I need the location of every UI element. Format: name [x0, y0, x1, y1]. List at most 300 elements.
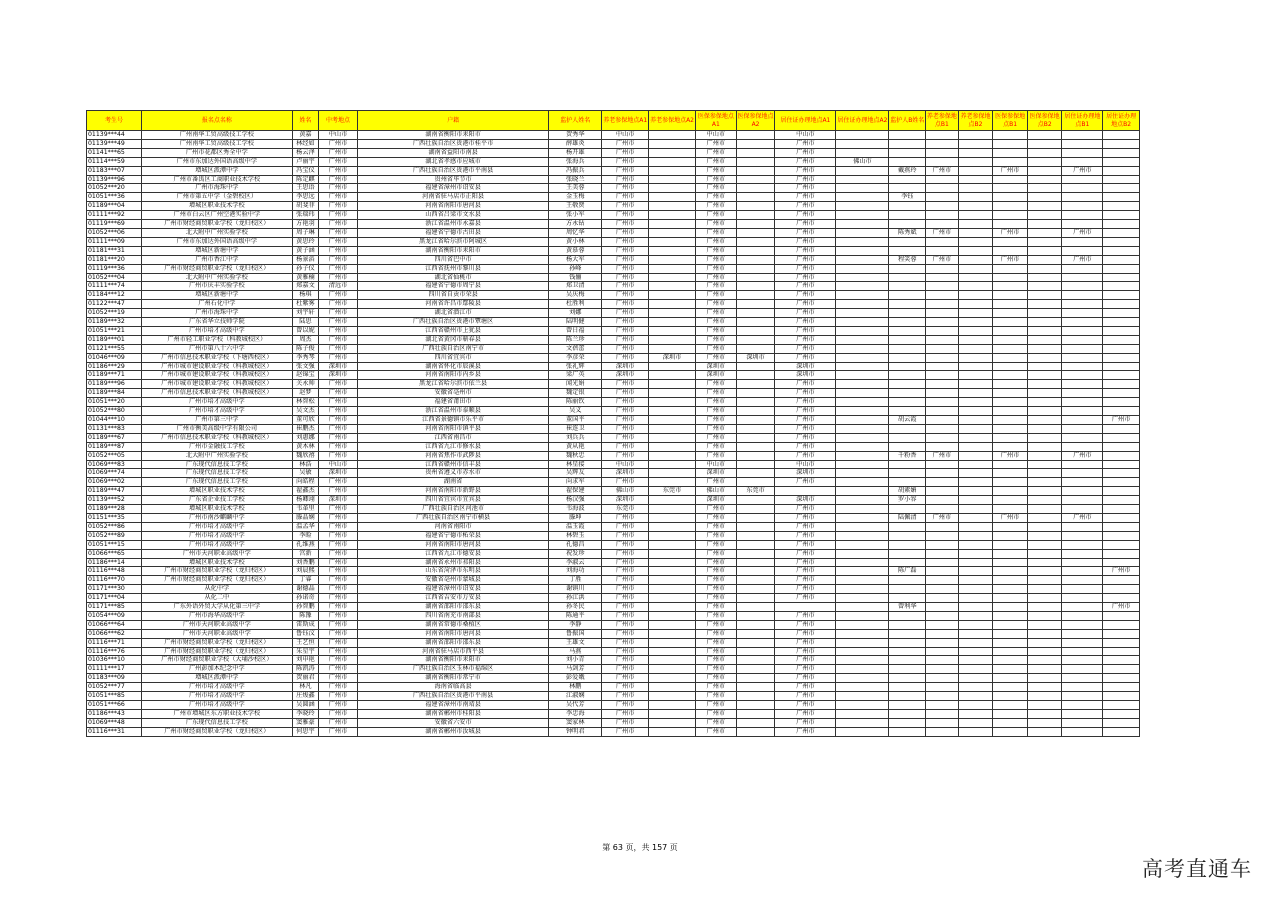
table-row [87, 709, 1140, 718]
table-cell: 东莞市 [602, 505, 649, 514]
table-cell [958, 665, 993, 674]
table-cell: 雷斯成 [292, 620, 318, 629]
table-cell: 广州市 [319, 611, 358, 620]
table-cell: 广州市 [695, 273, 736, 282]
table-cell [1027, 540, 1062, 549]
table-cell [836, 166, 889, 175]
table-cell: 黑龙江省哈尔滨市阿城区 [357, 237, 548, 246]
table-cell [836, 362, 889, 371]
table-cell: 广州市 [695, 638, 736, 647]
table-cell [1027, 300, 1062, 309]
table-cell [926, 389, 959, 398]
table-cell: 广西壮族自治区南宁市 [357, 344, 548, 353]
table-cell: 四川省自贡市荣县 [357, 291, 548, 300]
table-cell: 广州市 [602, 309, 649, 318]
table-cell: 中山市 [775, 131, 836, 140]
table-cell [993, 211, 1028, 220]
table-cell [836, 300, 889, 309]
table-cell: 01046***09 [87, 353, 142, 362]
table-cell [889, 692, 926, 701]
table-row [87, 300, 1140, 309]
table-cell: 广州市 [775, 727, 836, 736]
table-cell: 祝发珍 [549, 549, 602, 558]
table-cell: 钟明君 [549, 727, 602, 736]
table-cell [889, 629, 926, 638]
table-cell: 广州市 [775, 344, 836, 353]
table-cell [1103, 255, 1140, 264]
table-cell [649, 246, 696, 255]
table-cell: 郑嘉文 [292, 282, 318, 291]
table-cell [889, 175, 926, 184]
table-cell: 曾利华 [889, 603, 926, 612]
table-cell [889, 318, 926, 327]
table-cell: 广州市 [775, 264, 836, 273]
table-cell: 01052***05 [87, 451, 142, 460]
table-cell [736, 282, 775, 291]
table-cell: 广州市 [602, 139, 649, 148]
table-cell: 01184***12 [87, 291, 142, 300]
table-cell [836, 576, 889, 585]
table-cell [1062, 193, 1103, 202]
table-cell: 01121***55 [87, 344, 142, 353]
table-cell: 福建省漳州市诏安县 [357, 585, 548, 594]
table-row [87, 318, 1140, 327]
table-cell [649, 594, 696, 603]
table-cell: 01044***10 [87, 416, 142, 425]
table-cell [889, 309, 926, 318]
table-cell [736, 335, 775, 344]
table-row [87, 638, 1140, 647]
table-cell: 广州南华工贸高级技工学校 [141, 139, 292, 148]
table-cell [649, 629, 696, 638]
table-cell: 广州市天河职业高级中学 [141, 620, 292, 629]
table-cell [836, 407, 889, 416]
table-cell [926, 300, 959, 309]
table-cell: 谢德晶 [292, 585, 318, 594]
table-cell: 广州市 [319, 567, 358, 576]
table-cell: 01116***70 [87, 576, 142, 585]
table-cell [1027, 424, 1062, 433]
table-row [87, 629, 1140, 638]
table-cell [889, 522, 926, 531]
table-cell [649, 513, 696, 522]
table-cell [1062, 433, 1103, 442]
table-cell [958, 674, 993, 683]
table-cell: 01131***83 [87, 424, 142, 433]
table-cell [836, 513, 889, 522]
table-cell [889, 701, 926, 710]
table-cell [889, 291, 926, 300]
table-cell [889, 540, 926, 549]
table-cell [736, 496, 775, 505]
table-cell: 广州市 [695, 228, 736, 237]
table-cell [889, 273, 926, 282]
table-cell: 从化中学 [141, 585, 292, 594]
table-cell [889, 558, 926, 567]
table-cell [649, 496, 696, 505]
table-cell [958, 326, 993, 335]
table-cell: 广州市 [775, 148, 836, 157]
table-cell: 广州市 [602, 701, 649, 710]
column-header: 报名点名称 [141, 111, 292, 131]
table-cell [958, 424, 993, 433]
table-cell [958, 478, 993, 487]
table-cell: 广州市 [775, 531, 836, 540]
table-cell [958, 139, 993, 148]
table-cell: 广州市 [775, 228, 836, 237]
table-cell [926, 335, 959, 344]
table-cell [889, 505, 926, 514]
table-row [87, 727, 1140, 736]
table-cell [649, 585, 696, 594]
table-cell: 黄慕蓉 [549, 246, 602, 255]
table-cell [993, 148, 1028, 157]
table-cell: 深圳市 [775, 371, 836, 380]
table-cell [836, 389, 889, 398]
table-row [87, 371, 1140, 380]
table-cell: 杨云泽 [292, 148, 318, 157]
table-cell [1103, 433, 1140, 442]
table-cell [926, 407, 959, 416]
table-cell: 广州市 [602, 389, 649, 398]
table-cell: 01116***48 [87, 567, 142, 576]
table-cell [958, 318, 993, 327]
table-cell [1062, 300, 1103, 309]
table-cell [1062, 558, 1103, 567]
table-cell [836, 318, 889, 327]
table-cell: 广州市培才高级中学 [141, 540, 292, 549]
table-row [87, 674, 1140, 683]
table-cell [1027, 389, 1062, 398]
table-cell [926, 540, 959, 549]
table-cell: 湖南省 [357, 478, 548, 487]
table-cell: 广州市 [602, 558, 649, 567]
table-cell: 福建省宁德市周宁县 [357, 282, 548, 291]
table-cell [926, 193, 959, 202]
table-cell [958, 202, 993, 211]
table-cell [1027, 344, 1062, 353]
table-cell [836, 665, 889, 674]
table-cell: 广州市 [775, 255, 836, 264]
table-cell: 广州市 [775, 442, 836, 451]
table-row [87, 594, 1140, 603]
table-cell [836, 148, 889, 157]
table-cell [649, 674, 696, 683]
table-cell: 广州市 [602, 282, 649, 291]
table-cell: 陈子俊 [292, 344, 318, 353]
table-cell: 陈通平 [549, 611, 602, 620]
table-cell [836, 522, 889, 531]
table-cell: 广州市南沙麒麟中学 [141, 513, 292, 522]
table-cell [1027, 629, 1062, 638]
table-cell [775, 487, 836, 496]
table-cell [958, 522, 993, 531]
table-cell: 广州市 [602, 585, 649, 594]
table-cell: 赵梦 [292, 389, 318, 398]
table-cell: 张瑞玮 [292, 211, 318, 220]
table-cell: 四川省巴中市 [357, 255, 548, 264]
table-cell [889, 594, 926, 603]
table-cell [836, 629, 889, 638]
table-cell [836, 611, 889, 620]
table-cell [649, 389, 696, 398]
table-cell: 彭爱娥 [549, 674, 602, 683]
table-cell: 01051***15 [87, 540, 142, 549]
table-cell [958, 513, 993, 522]
table-cell: 向求军 [549, 478, 602, 487]
table-cell [836, 567, 889, 576]
table-cell: 广州市 [775, 540, 836, 549]
table-cell [1062, 585, 1103, 594]
table-cell: 程笑蓉 [889, 255, 926, 264]
table-cell: 广州市 [319, 549, 358, 558]
table-cell: 广州市 [926, 166, 959, 175]
table-cell [649, 371, 696, 380]
table-cell: 01171***04 [87, 594, 142, 603]
table-cell [889, 469, 926, 478]
table-cell [649, 549, 696, 558]
table-cell: 广州市 [602, 683, 649, 692]
table-cell: 湖北省潜江市 [357, 309, 548, 318]
table-cell [1062, 665, 1103, 674]
table-cell [1027, 380, 1062, 389]
column-header: 养老参保地点B2 [958, 111, 993, 131]
table-cell: 孔维燕 [292, 540, 318, 549]
table-cell [1103, 157, 1140, 166]
table-cell: 钱俪 [549, 273, 602, 282]
table-cell [993, 237, 1028, 246]
table-cell: 佛山市 [695, 487, 736, 496]
table-cell [1027, 513, 1062, 522]
table-cell: 广东外语外贸大学从化第三中学 [141, 603, 292, 612]
table-cell [1027, 611, 1062, 620]
table-cell: 广州市东加达外国语高级中学 [141, 237, 292, 246]
table-cell: 广州市 [602, 656, 649, 665]
table-cell [736, 692, 775, 701]
table-cell: 杨琪 [292, 291, 318, 300]
table-cell [736, 585, 775, 594]
table-cell: 广州市 [602, 424, 649, 433]
table-cell: 广州市 [775, 433, 836, 442]
table-cell: 王敬贤 [549, 202, 602, 211]
column-header: 监护人B姓名 [889, 111, 926, 131]
table-row [87, 255, 1140, 264]
table-cell [1103, 398, 1140, 407]
table-cell: 林星接 [549, 460, 602, 469]
table-cell: 河南省焦作市武陟县 [357, 451, 548, 460]
table-cell: 广西壮族自治区贵港市平南县 [357, 166, 548, 175]
table-cell [1027, 505, 1062, 514]
table-cell: 广州市 [602, 193, 649, 202]
table-cell: 千粉香 [889, 451, 926, 460]
table-cell [926, 647, 959, 656]
table-cell: 增城区派潭中学 [141, 674, 292, 683]
table-cell [836, 656, 889, 665]
table-cell [649, 469, 696, 478]
table-cell: 01189***47 [87, 487, 142, 496]
table-cell: 贵州省毕节市 [357, 175, 548, 184]
table-cell [736, 638, 775, 647]
table-cell [993, 398, 1028, 407]
table-cell: 湖南省衡阳市常宁市 [357, 674, 548, 683]
table-cell [993, 647, 1028, 656]
table-cell: 郑卫清 [549, 282, 602, 291]
table-cell: 何思宇 [292, 727, 318, 736]
table-cell: 01139***49 [87, 139, 142, 148]
table-cell: 李静 [549, 620, 602, 629]
table-cell [993, 665, 1028, 674]
table-cell: 海南省临高县 [357, 683, 548, 692]
table-cell: 广州市 [602, 718, 649, 727]
table-cell: 广州市 [695, 220, 736, 229]
table-row [87, 380, 1140, 389]
table-cell: 广州市香江中学 [141, 255, 292, 264]
table-cell: 福建省莆田市 [357, 398, 548, 407]
table-cell: 杨大军 [549, 255, 602, 264]
table-cell: 滕晶娴 [292, 513, 318, 522]
table-cell: 广州市海华高级中学 [141, 611, 292, 620]
table-cell: 文蓓蕾 [549, 344, 602, 353]
table-cell: 湖南省衡阳市耒阳市 [357, 131, 548, 140]
table-cell: 江西省吉安市万安县 [357, 594, 548, 603]
table-cell: 广州市增城区东方职业技术学校 [141, 709, 292, 718]
table-cell: 广州市财经商贸职业学校（龙归校区） [141, 567, 292, 576]
table-cell [958, 273, 993, 282]
table-cell [1103, 611, 1140, 620]
table-cell [736, 318, 775, 327]
table-row [87, 184, 1140, 193]
table-cell [1103, 442, 1140, 451]
table-cell: 广州市财经商贸职业学校（龙归校区） [141, 727, 292, 736]
table-cell [1062, 175, 1103, 184]
table-cell: 浙江省温州市永嘉县 [357, 220, 548, 229]
table-cell: 广州市第八十六中学 [141, 344, 292, 353]
table-cell [958, 558, 993, 567]
table-cell: 翟保建 [549, 487, 602, 496]
table-cell: 广州市 [319, 531, 358, 540]
table-cell [1062, 139, 1103, 148]
table-cell: 温玉霞 [549, 522, 602, 531]
table-cell: 福建省漳州市诏安县 [357, 184, 548, 193]
table-cell [649, 701, 696, 710]
table-cell: 孔德昌 [549, 540, 602, 549]
table-cell: 广州市 [602, 567, 649, 576]
column-header: 居住证办理地点A1 [775, 111, 836, 131]
table-cell: 广州市 [1103, 567, 1140, 576]
table-cell [1027, 282, 1062, 291]
table-cell: 吴义 [549, 407, 602, 416]
table-row [87, 576, 1140, 585]
table-cell: 深圳市 [736, 353, 775, 362]
table-cell [649, 157, 696, 166]
table-cell: 广西壮族自治区河池市 [357, 505, 548, 514]
table-cell: 广州市 [602, 175, 649, 184]
table-cell [958, 442, 993, 451]
table-cell [926, 309, 959, 318]
table-cell: 广州市 [1062, 451, 1103, 460]
table-cell: 广州市 [695, 576, 736, 585]
table-cell: 陈丽钦 [549, 398, 602, 407]
table-cell: 广州市信息技术职业学校（科教城校区） [141, 389, 292, 398]
table-cell [836, 558, 889, 567]
table-cell: 广州市 [695, 531, 736, 540]
table-cell: 广州市 [1062, 166, 1103, 175]
table-cell [736, 202, 775, 211]
table-cell: 广州市 [1062, 228, 1103, 237]
table-cell [836, 594, 889, 603]
table-cell [993, 353, 1028, 362]
table-cell [736, 193, 775, 202]
table-cell: 广州市 [602, 692, 649, 701]
table-cell: 陆明健 [549, 318, 602, 327]
table-cell [1027, 220, 1062, 229]
table-cell [926, 603, 959, 612]
table-cell: 广州市财经商贸职业学校（龙归校区） [141, 647, 292, 656]
table-cell [1062, 371, 1103, 380]
table-cell: 吴庆梅 [549, 291, 602, 300]
table-cell: 广州市 [695, 567, 736, 576]
table-cell [1062, 291, 1103, 300]
table-cell [1062, 683, 1103, 692]
table-cell [958, 683, 993, 692]
table-cell [993, 567, 1028, 576]
table-cell: 广州市金融技工学校 [141, 442, 292, 451]
table-row [87, 433, 1140, 442]
table-cell [836, 460, 889, 469]
table-cell [889, 211, 926, 220]
table-cell: 广州市 [695, 255, 736, 264]
table-cell: 广州市 [1103, 603, 1140, 612]
table-cell: 广州市 [319, 255, 358, 264]
table-cell [1027, 531, 1062, 540]
table-cell [958, 647, 993, 656]
table-cell [1027, 335, 1062, 344]
table-cell [1103, 237, 1140, 246]
table-cell [1103, 478, 1140, 487]
table-cell: 广州市 [695, 433, 736, 442]
table-cell: 广州市 [695, 692, 736, 701]
table-cell: 广州市 [775, 424, 836, 433]
table-cell [926, 139, 959, 148]
table-cell: 广州市 [319, 166, 358, 175]
table-cell: 孙子仪 [292, 264, 318, 273]
table-cell [926, 148, 959, 157]
table-cell [1027, 478, 1062, 487]
table-cell [926, 246, 959, 255]
table-cell: 广州市 [695, 389, 736, 398]
table-cell [1027, 371, 1062, 380]
table-cell: 梁广英 [549, 371, 602, 380]
table-cell [1103, 309, 1140, 318]
table-cell: 01052***77 [87, 683, 142, 692]
table-cell: 广州市 [319, 585, 358, 594]
table-cell [993, 718, 1028, 727]
table-cell: 佛山市 [602, 487, 649, 496]
table-cell [1062, 246, 1103, 255]
table-cell: 广州市 [775, 273, 836, 282]
table-cell [836, 718, 889, 727]
table-cell [836, 674, 889, 683]
table-row [87, 148, 1140, 157]
table-cell [736, 175, 775, 184]
table-cell: 广州市 [695, 264, 736, 273]
table-cell [836, 344, 889, 353]
table-cell [926, 505, 959, 514]
table-cell [993, 157, 1028, 166]
table-cell: 广州市 [775, 567, 836, 576]
table-cell: 佛山市 [836, 157, 889, 166]
table-cell: 广州市 [602, 148, 649, 157]
